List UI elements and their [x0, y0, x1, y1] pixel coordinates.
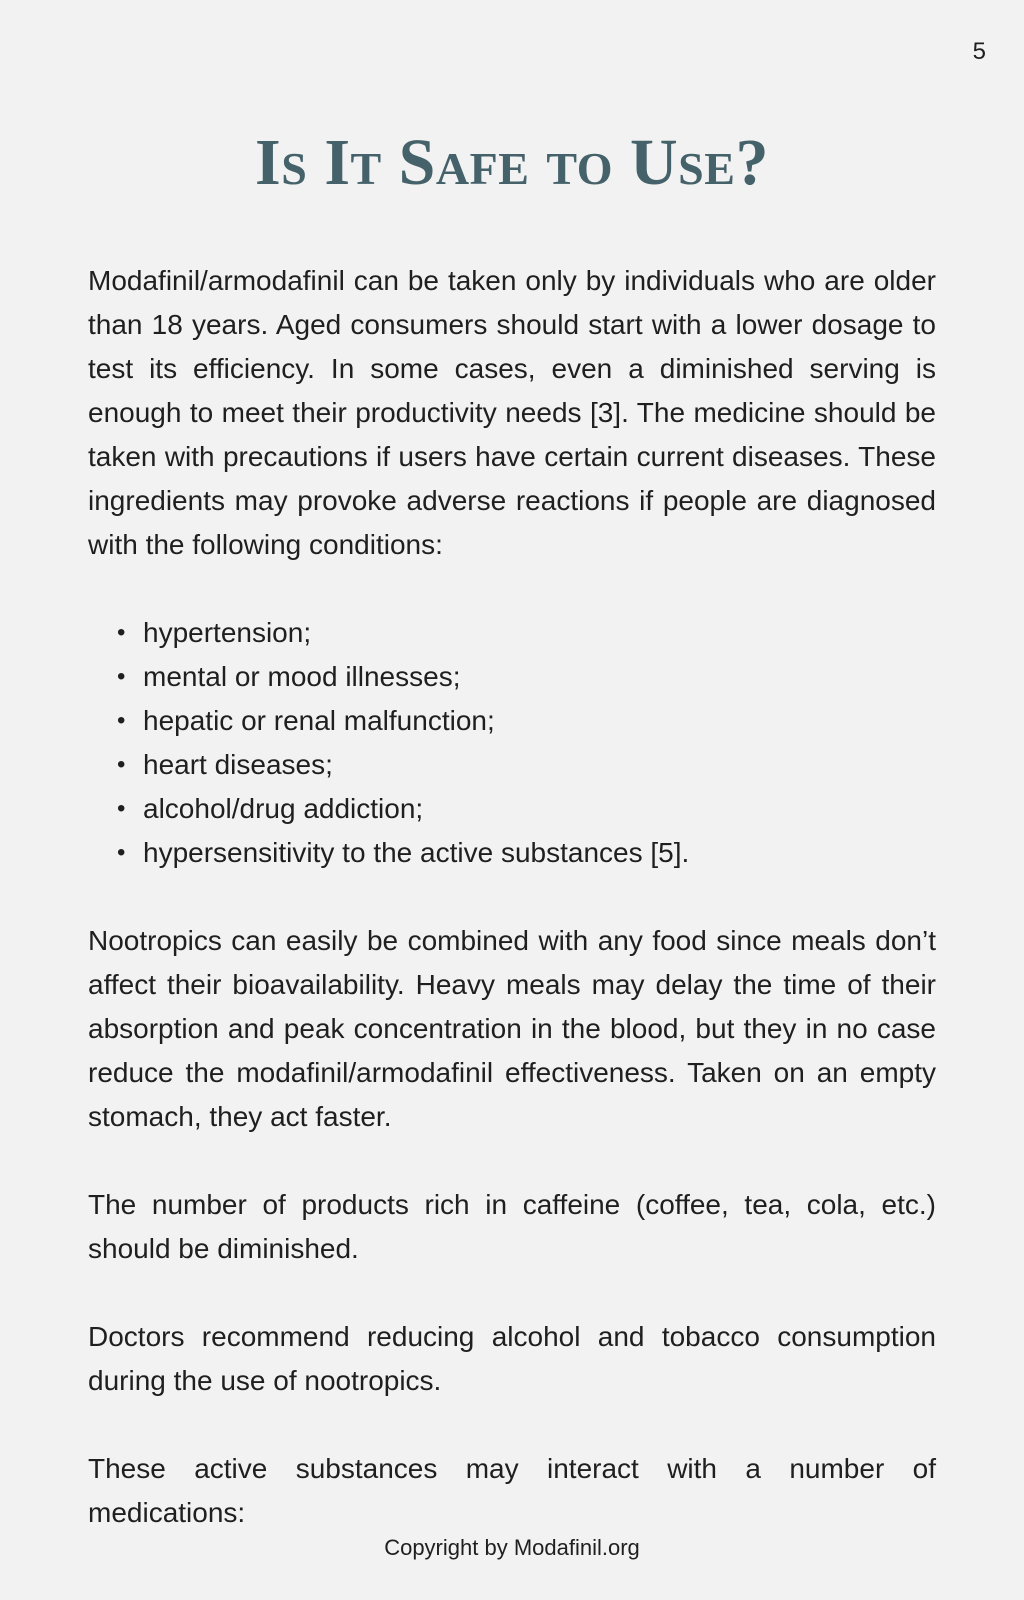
condition-text: mental or mood illnesses;	[143, 661, 461, 692]
bullet-icon: •	[117, 751, 126, 778]
condition-text: hypersensitivity to the active substances [5].	[143, 837, 690, 868]
paragraph-caffeine: The number of products rich in caffeine (coffee, tea, cola, etc.) should be diminished.	[88, 1189, 936, 1264]
bullet-icon: •	[117, 707, 126, 734]
page-number: 5	[972, 38, 986, 65]
condition-text: hepatic or renal malfunction;	[143, 705, 495, 736]
paragraph-food-interaction: Nootropics can easily be combined with any food since meals don’t affect their bioavailability. Heavy meals may delay the time of their absorption and peak concentration in the blood, but they in no case reduce the modafinil/armodafinil effectiveness. Taken on an empty stomach, they act faster.	[88, 925, 936, 1132]
condition-list-item	[88, 787, 936, 831]
condition-text: heart diseases;	[143, 749, 333, 780]
page-title: Is It Safe to Use?	[255, 126, 769, 199]
conditions-list	[88, 611, 936, 875]
condition-text: hypertension;	[143, 617, 312, 648]
bullet-icon: •	[117, 619, 126, 646]
condition-list-item	[88, 743, 936, 787]
condition-list-item	[88, 611, 936, 655]
paragraph-intro: Modafinil/armodafinil can be taken only by individuals who are older than 18 years. Aged consumers should start with a lower dosage to test its efficiency. In some cases, even a diminished serving is enough to meet their productivity needs [3]. The medicine should be taken with precautions if users have certain current diseases. These ingredients may provoke adverse reactions if people are diagnosed with the following conditions:	[88, 265, 936, 560]
condition-text: alcohol/drug addiction;	[143, 793, 424, 824]
bullet-icon: •	[117, 795, 126, 822]
condition-list-item	[88, 699, 936, 743]
condition-list-item	[88, 655, 936, 699]
main-content	[88, 259, 936, 1579]
condition-list-item	[88, 831, 936, 875]
copyright-footer: Copyright by Modafinil.org	[384, 1535, 640, 1560]
paragraph-alcohol-tobacco: Doctors recommend reducing alcohol and tobacco consumption during the use of nootropics.	[88, 1321, 936, 1396]
bullet-icon: •	[117, 839, 126, 866]
bullet-icon: •	[117, 663, 126, 690]
paragraph-medications: These active substances may interact with a number of medications:	[88, 1453, 936, 1528]
